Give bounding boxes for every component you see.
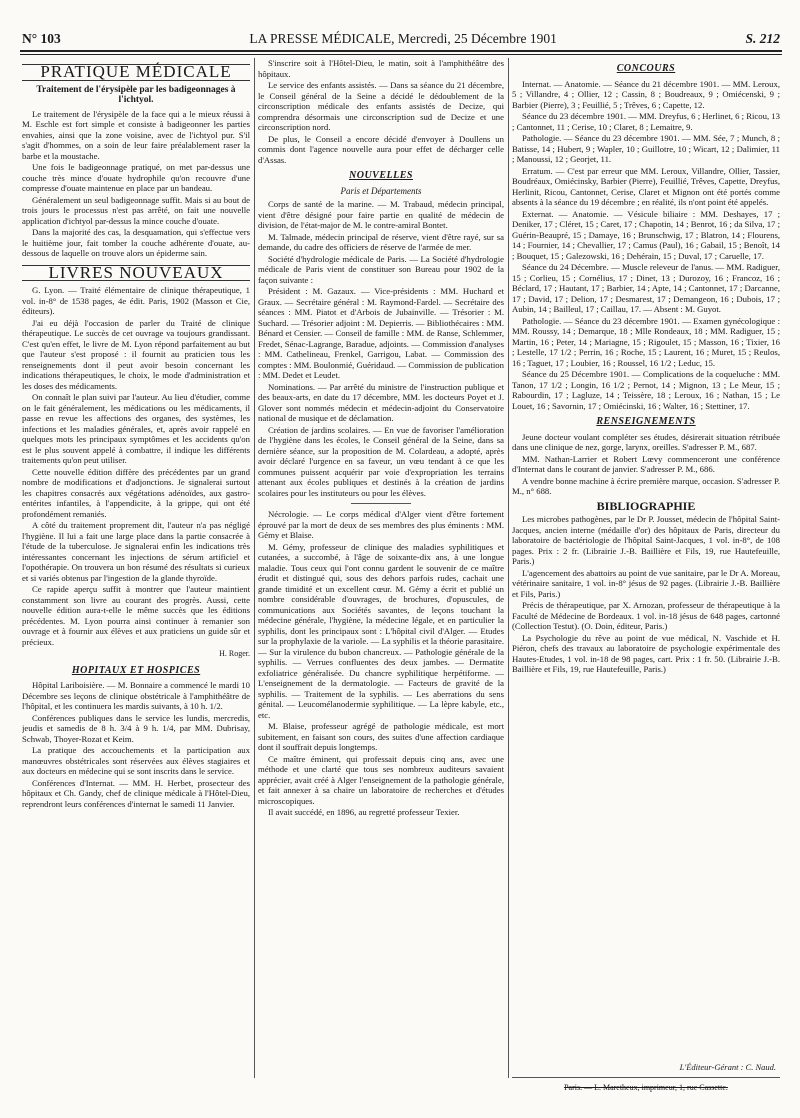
paragraph: Société d'hydrologie médicale de Paris. — La Société d'hydrologie médicale de Paris vient de constituer son Bureau pour 1902 de la façon suivante : — [258, 253, 504, 285]
column-divider — [254, 58, 255, 1078]
column-right — [512, 58, 780, 1058]
column-divider — [508, 58, 509, 1078]
page-header — [22, 30, 780, 48]
paragraph: Hôpital Lariboisière. — M. Bonnaire a commencé le mardi 10 Décembre ses leçons de clinique obstétricale à l'amphithéâtre de l'hôpital, et les continuera les mardis suivants, à 10 h. 1/2. — [22, 680, 250, 711]
paragraph: L'agencement des abattoirs au point de vue sanitaire, par le Dr A. Moreau, vétérinaire sanitaire, 1 vol. in-8° jésus de 92 pages. (Librairie J.-B. Baillière et Fils, Paris.) — [512, 567, 780, 599]
paragraph: Ce maître éminent, qui professait depuis cinq ans, avec une méthode et une clarté que tous ses nombreux auditeurs savaient apprécier, avait créé à Alger l'enseignement de la pathologie générale, et fait annexer à sa chaire un laboratoire de recherches et d'études microscopiques. — [258, 753, 504, 806]
paragraph: Séance du 25 Décembre 1901. — Complications de la coqueluche : MM. Tanon, 17 1/2 ; Longin, 16 1/2 ; Pernot, 14 ; Mignon, 13 ; Le Meur, 15 ; Rabourdin, 17 ; Lagluze, 14 ; Teissère, 18 ; Leroux, 16 ; Nathan, 15 ; Le Louet, 16 ; Savornin, 17 ; Omiécinski, 16 ; Walter, 16 ; Stettiner, 17. — [512, 369, 780, 411]
paragraph: Dans la majorité des cas, la desquamation, qui s'effectue vers le huitième jour, fait tomber la couche adhérente d'ouate, au-dessous de laquelle on trouve alors un épiderme sain. — [22, 227, 250, 258]
page-number: S. 212 — [745, 31, 780, 46]
paragraph: Le service des enfants assistés. — Dans sa séance du 21 décembre, le Conseil général de la Seine a décidé le dédoublement de la circonscription médicale des enfants assistés de Decize, qui comprendra désormais une circonscription sud de Decize et une circonscription nord. — [258, 80, 504, 132]
header-rule — [20, 50, 782, 52]
separator — [351, 503, 411, 504]
column-middle — [258, 58, 504, 1082]
paragraph: M. Blaise, professeur agrégé de pathologie médicale, est mort subitement, en faisant son cours, des suites d'une affection cardiaque dont il souffrait depuis longtemps. — [258, 721, 504, 752]
paragraph: A côté du traitement proprement dit, l'auteur n'a pas négligé l'hygiène. Il lui a fait une large place dans la partie consacrée à l'étude de la tuberculose. Je signalerai enfin les indications très intéressantes concernant les injections de sérum artificiel et l'opothérapie. On trouvera un bon résumé des résultats si curieux et si variés obtenus par l'ingestion de la glande thyroïde. — [22, 520, 250, 583]
issue-number: N° 103 — [22, 31, 61, 46]
header-rule-thin — [20, 54, 782, 55]
paragraph: A vendre bonne machine à écrire première marque, occasion. S'adresser P. M., n° 688. — [512, 475, 780, 496]
paragraph: Pathologie. — Séance du 23 décembre 1901. — Examen gynécologique : MM. Roussy, 14 ; Demarque, 18 ; Mlle Rondeaux, 18 ; MM. Radiguer, 15 ; Martin, 16 ; Peter, 14 ; Mariagne, 15 ; Rigoulet, 15 ; Masson, 16 ; Tixier, 16 ; Lestelle, 17 1/2 ; Perrin, 16 ; Roche, 15 ; Laurent, 16 ; Muret, 15 ; Reulos, 16 ; Taguet, 17 ; Loubier, 16 ; Roussel, 16 1/2 ; Leduc, 15. — [512, 315, 780, 368]
paragraph: S'inscrire soit à l'Hôtel-Dieu, le matin, soit à l'amphithéâtre des hôpitaux. — [258, 58, 504, 79]
footer-rule — [512, 1077, 780, 1078]
paragraph: Corps de santé de la marine. — M. Trabaud, médecin principal, vient d'être désigné pour faire partie en qualité de médecin de division, de l'état-major de M. le contre-amiral Bontet. — [258, 199, 504, 230]
paragraph: Le traitement de l'érysipèle de la face qui a le mieux réussi à M. Eschle est fort simple et consiste à badigeonner les parties envahies, ainsi que la zone voisine, avec de l'ichtyol pur. S'il s'agit d'hommes, on a soin de leur faire préalablement raser la barbe et la moustache. — [22, 108, 250, 161]
section-title-pratique: PRATIQUE MÉDICALE — [22, 64, 250, 81]
paragraph: Jeune docteur voulant compléter ses études, désirerait situation rétribuée dans une clinique de nez, gorge, larynx, oreilles. S'adresser P. M., 687. — [512, 431, 780, 452]
paragraph: M. Talmade, médecin principal de réserve, vient d'être rayé, sur sa demande, du cadre des officiers de réserve de l'armée de mer. — [258, 231, 504, 252]
paragraph: Séance du 23 décembre 1901. — MM. Dreyfus, 6 ; Herlinet, 6 ; Ricou, 13 ; Cantonnet, 11 ; Cerise, 10 ; Claret, 8 ; Lemaitre, 9. — [512, 111, 780, 132]
paragraph: La Psychologie du rêve au point de vue médical, N. Vaschide et H. Piéron, chefs des travaux au laboratoire de psychologie expérimentale des Hautes-Etudes, 1 vol. in-18 de 98 pages, cart. Prix : 1 fr. 50. (Librairie J.-B. Baillière et Fils, 19, rue Hautefeuille, Paris.) — [512, 632, 780, 674]
paragraph: Internat. — Anatomie. — Séance du 21 décembre 1901. — MM. Leroux, 5 ; Villandre, 4 ; Ollier, 12 ; Cassin, 8 ; Boudreaux, 9 ; Omiécenski, 9 ; Barbier (Pierre), 3 ; Feuillié, 5 ; Trêves, 6 ; Capette, 12. — [512, 78, 780, 110]
article-title: Traitement de l'érysipèle par les badigeonnages à l'ichtyol. — [36, 84, 236, 105]
printer-credit: Paris. — L. Maretheux, imprimeur, 1, rue Cassette. — [564, 1083, 728, 1092]
subsection-title: Paris et Départements — [340, 185, 422, 196]
paragraph: La pratique des accouchements et la participation aux manœuvres obstétricales sont réservées aux élèves stagiaires et aux docteurs en médecine qui se sont inscrits dans le service. — [22, 745, 250, 776]
paragraph: Erratum. — C'est par erreur que MM. Leroux, Villandre, Ollier, Tassier, Boudréaux, Omiécinsky, Barbier (Pierre), Feuillié, Trêves, Capette, Dreyfus, Herlinit, Ricou, Cantonnet, Cerise, Claret et Mignon ont été portés comme absents à la séance du 19 décembre ; en réalité, ils n'ont point été appelés. — [512, 165, 780, 207]
paragraph: Séance du 24 Décembre. — Muscle releveur de l'anus. — MM. Radiguer, 15 ; Corlieu, 15 ; Cornélius, 17 ; Dinet, 13 ; Durozoy, 16 ; Francoz, 16 ; Béclard, 17 ; Hautant, 17 ; Barbier, 14 ; Apte, 14 ; Cantonnet, 17 ; Darcanne, 17 ; David, 17 ; Delion, 17 ; Desmarest, 17 ; Demangeon, 16 ; Dubois, 17 ; Aubin, 14 ; Bailleul, 17 ; Caillau, 17. — Absent : M. Guyot. — [512, 262, 780, 314]
paragraph: MM. Nathan-Larrier et Robert Lœvy commenceront une conférence d'Internat dans le courant de janvier. S'adresser P. M., 686. — [512, 453, 780, 474]
paragraph: J'ai eu déjà l'occasion de parler du Traité de clinique thérapeutique. Le succès de cet ouvrage va toujours grandissant. C'est qu'en effet, le livre de M. Lyon répond parfaitement au but que l'auteur s'est proposé : il fournit au praticien tous les renseignements dont il peut avoir besoin concernant les indications thérapeutiques, le choix, le mode d'administration et les doses des médicaments. — [22, 317, 250, 391]
paragraph: Pathologie. — Séance du 23 décembre 1901. — MM. Sée, 7 ; Munch, 8 ; Batisse, 14 ; Hubert, 9 ; Wapler, 10 ; Guillotre, 10 ; Wicart, 12 ; Dalimier, 11 ; Manoussi, 12 ; Georjet, 11. — [512, 133, 780, 164]
paragraph: Conférences d'Internat. — MM. H. Herbet, prosecteur des hôpitaux et Ch. Gandy, chef de clinique médicale à l'Hôtel-Dieu, reprendront leurs conférences d'internat le samedi 11 Janvier. — [22, 777, 250, 809]
paragraph: Précis de thérapeutique, par X. Arnozan, professeur de thérapeutique à la Faculté de Médecine de Bordeaux. 1 vol. in-18 jésus de 648 pages, cartonné (Collection Testut). (O. Doin, éditeur, Paris.) — [512, 600, 780, 631]
paragraph: Une fois le badigeonnage pratiqué, on met par-dessus une couche très mince d'ouate hydrophile qu'on recouvre d'une compresse d'ouate maintenue en place par un bandeau. — [22, 162, 250, 193]
section-title-renseignements: RENSEIGNEMENTS — [596, 416, 696, 427]
section-title-nouvelles: NOUVELLES — [349, 170, 413, 181]
paragraph: M. Gémy, professeur de clinique des maladies syphilitiques et cutanées, a succombé, à l'âge de soixante-dix ans, à une longue maladie. Tous ceux qui l'ont connu gardent le souvenir de ce maître érudit et distingué qui, sous des dehors parfois rudes, cachait une grande timidité et un excellent cœur. M. Gémy a écrit et publié un nombre considérable d'ouvrages, de brochures, d'opuscules, de communications aux Sociétés savantes, de leçons touchant la médecine générale, l'hygiène, la médecine légale, et en particulier la syphilis, dont les principaux sont : L'hôpital civil d'Alger. — Etudes sur la prophylaxie de la variole. — La syphilis et la théorie parasitaire. — Sur la virulence du bubon chancreux. — Pathologie générale de la syphilis. — Verrues confluentes des deux jambes. — Dermatite exfoliatrice généralisée. Du chancre syphilitique herpétiforme. — L'enseignement de la dermatologie. — Facteurs de gravité de la syphilis. — Traitement de la syphilis. — Les aberrations du sens génital. — Leucomélanodermie syphilitique. — La lèpre kabyle, etc., etc. — [258, 541, 504, 720]
paragraph: Ce rapide aperçu suffit à montrer que l'auteur maintient constamment son livre au courant des progrès. Aussi, cette nouvelle édition aura-t-elle le même succès que les éditions précédentes. M. Lyon pourra ainsi continuer à remanier son ouvrage et à fournir aux élèves et aux praticiens un guide sûr et précieux. — [22, 584, 250, 647]
paragraph: Création de jardins scolaires. — En vue de favoriser l'amélioration de l'hygiène dans les écoles, le Conseil général de la Seine, dans sa dernière séance, sur la proposition de M. Colardeau, a adopté, après avoir déclaré l'urgence en sa faveur, un vœu tendant à ce que les communes puissent acquérir par voie d'expropriation les terrains attenant aux écoles publiques et destinés à la création de jardins scolaires pour les instituteurs ou pour les élèves. — [258, 424, 504, 498]
section-title-livres: LIVRES NOUVEAUX — [22, 265, 250, 282]
paragraph: Les microbes pathogènes, par le Dr P. Jousset, médecin de l'hôpital Saint-Jacques, ancien interne (médaille d'or) des hôpitaux de Paris, directeur du laboratoire de bactériologie de l'hôpital Saint-Jacques, 1 vol. in-8°, de 108 pages. Prix : 2 fr. (Librairie J.-B. Baillière et Fils, 19, rue Hautefeuille, Paris.) — [512, 514, 780, 566]
paragraph: Nominations. — Par arrêté du ministre de l'instruction publique et des beaux-arts, en date du 17 décembre, MM. les docteurs Poyet et J. Glover sont nommés médecin et médecin-adjoint du Conservatoire national de musique et de déclamation. — [258, 381, 504, 423]
paragraph: De plus, le Conseil a encore décidé d'envoyer à Doullens un commis dont l'agence nouvelle aura pour effet de décharger celle d'Assas. — [258, 133, 504, 165]
paragraph: On connaît le plan suivi par l'auteur. Au lieu d'étudier, comme on le fait généralement, les médications ou les médicaments, il passe en revue les affections des organes, des systèmes, les infections et les maladies générales, et, après avoir rappelé en quelques mots les principaux symptômes et les accidents qu'on est le plus souvent appelé à combattre, il indique les différents traitements qu'on peut utiliser. — [22, 392, 250, 465]
section-title-hopitaux: HOPITAUX ET HOSPICES — [71, 664, 201, 676]
paragraph: Nécrologie. — Le corps médical d'Alger vient d'être fortement éprouvé par la mort de deux de ses membres des plus éminents : MM. Gémy et Blaise. — [258, 509, 504, 540]
newspaper-title: LA PRESSE MÉDICALE, Mercredi, 25 Décembre 1901 — [249, 31, 557, 46]
paragraph: Il avait succédé, en 1896, au regretté professeur Texier. — [268, 807, 460, 817]
paragraph: Président : M. Gazaux. — Vice-présidents : MM. Huchard et Graux. — Secrétaire général : M. Raymond-Fardel. — Secrétaire des séances : MM. Piatot et d'Arbois de Jubainville. — Trésorier : M. Suchard. — Trésorier adjoint : M. Depierris. — Bibliothécaires : MM. Bénard et Censier. — Conseil de famille : MM. de Ranse, Schlemmer, Fredet, Sénac-Lagrange, Baradue, adjoints. — Commission d'analyses : MM. Cathelineau, Frenkel, Garrigou, Labat. — Commission des comptes : MM. Boulonmié, Guéridaud. — Commission de publication : MM. Dedet et Leudet. — [258, 286, 504, 380]
paragraph: Généralement un seul badigeonnage suffit. Mais si au bout de trois jours le processus n'est pas arrêté, on fait une nouvelle application d'ichtyol par-dessus la mince couche d'ouate. — [22, 194, 250, 226]
column-left — [22, 58, 250, 1082]
paragraph: Conférences publiques dans le service les lundis, mercredis, jeudis et samedis de 8 h. 3/4 à 9 h. 1/4, par MM. Dubrisay, Schwab, Thoyer-Rozat et Keim. — [22, 712, 250, 744]
paragraph: Cette nouvelle édition diffère des précédentes par un grand nombre de modifications et d'adjonctions. Je signalerai surtout les chapitres consacrés aux végétations adénoïdes, aux gastro-entérites infantiles, à l'appendicite, à la grippe, qui ont été profondément remaniés. — [22, 466, 250, 519]
signature: H. Roger. — [219, 649, 250, 658]
section-title-bibliographie: BIBLIOGRAPHIE — [596, 498, 696, 513]
section-title-concours: CONCOURS — [616, 63, 676, 74]
editor-credit: L'Éditeur-Gérant : C. Naud. — [679, 1062, 776, 1072]
book-reference: G. Lyon. — Traité élémentaire de clinique thérapeutique, 1 vol. in-8° de 1538 pages, 4e édit. Paris, 1902 (Masson et Cie, éditeurs). — [22, 285, 250, 316]
paragraph: Externat. — Anatomie. — Vésicule biliaire : MM. Deshayes, 17 ; Deniker, 17 ; Cléret, 15 ; Caret, 17 ; Chapotin, 14 ; Benrot, 16 ; da Silva, 17 ; Guérin-Beaupré, 15 ; Damaye, 16 ; Brunschwig, 17 ; Blatron, 14 ; Flourens, 14 ; Fournier, 14 ; Chevallier, 17 ; Camus (Paul), 16 ; Gabail, 15 ; Benoît, 14 ; Bouquet, 15 ; Galezowski, 16 ; Dehérain, 15 ; Duval, 17 ; Caruelle, 17. — [512, 208, 780, 261]
